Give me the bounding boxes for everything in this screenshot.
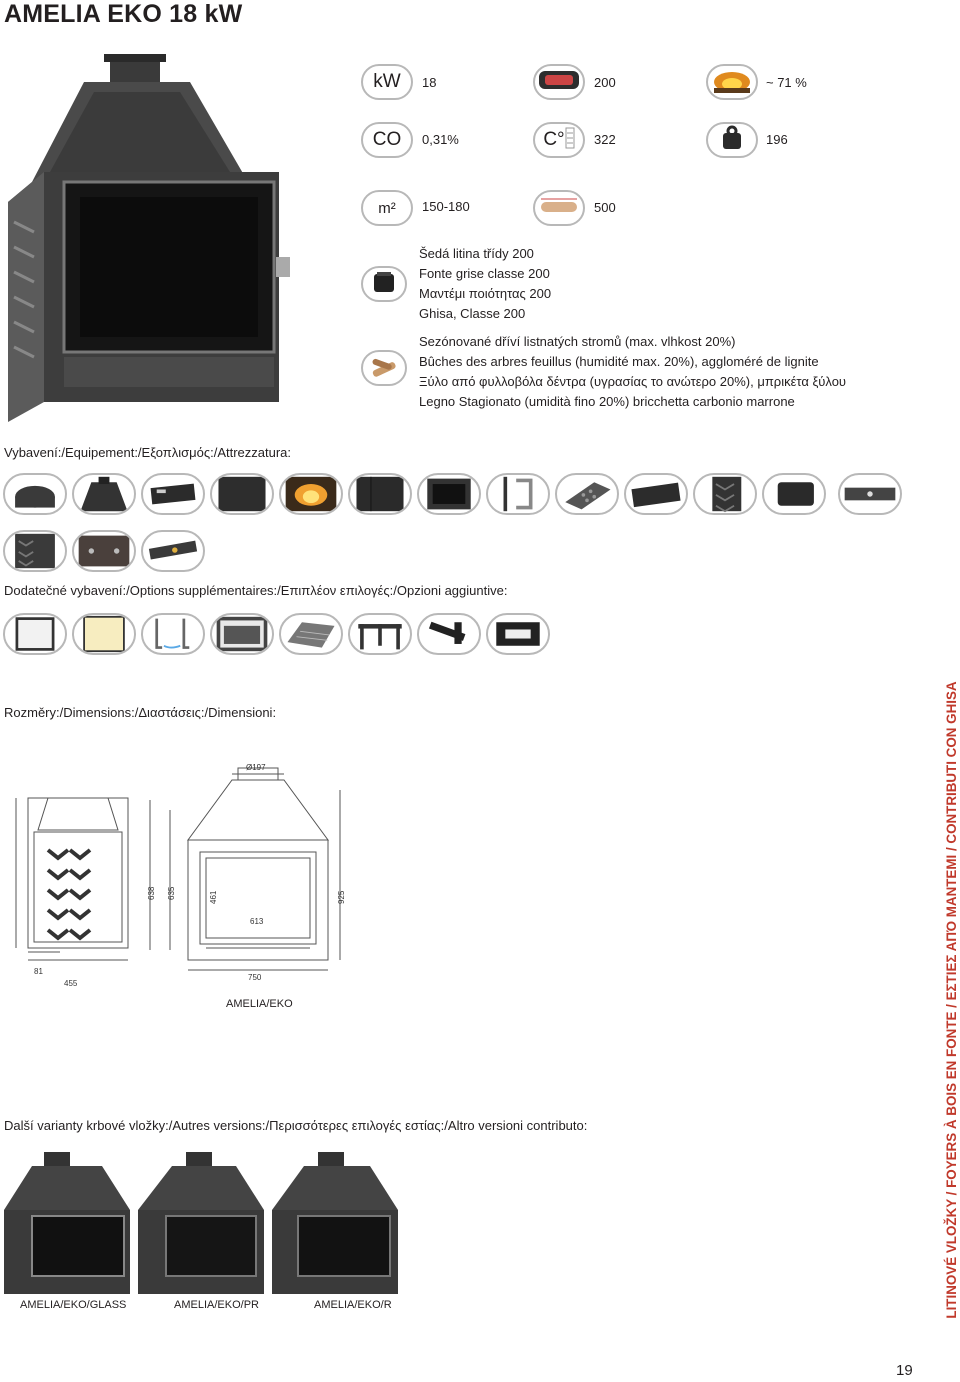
area-label: m²	[378, 199, 396, 217]
co-pill	[361, 122, 413, 158]
dim-height-body: 638	[147, 886, 156, 900]
dimension-caption: AMELIA/EKO	[226, 998, 293, 1010]
decor-frame-icon	[210, 613, 274, 655]
power-value: 18	[422, 75, 437, 90]
power-label: kW	[373, 71, 401, 92]
handle-icon	[486, 473, 550, 515]
variant-label: AMELIA/EKO/PR	[174, 1299, 259, 1311]
temperature-value: 322	[594, 132, 616, 147]
options-heading: Dodatečné vybavení:/Options supplémentaires:/Επιπλέον επιλογές:/Opzioni aggiuntive:	[4, 583, 508, 598]
equipment-heading: Vybavení:/Equipement:/Εξοπλισμός:/Attrezzatura:	[4, 445, 292, 460]
firebox-icon	[417, 473, 481, 515]
chevron-panel-icon	[693, 473, 757, 515]
dim-depth-small: 81	[34, 967, 43, 976]
side-banner	[934, 650, 960, 1350]
liner-icon	[348, 473, 412, 515]
fuel-text	[419, 332, 846, 412]
fire-window-icon	[279, 473, 343, 515]
variant-label: AMELIA/EKO/R	[314, 1299, 392, 1311]
efficiency-value: ~ 71 %	[766, 75, 807, 90]
fuel-line: Sezónované dříví listnatých stromů (max. vlhkost 20%)	[419, 334, 736, 349]
variant-label: AMELIA/EKO/GLASS	[20, 1299, 127, 1311]
door-profile-icon	[141, 613, 205, 655]
log-length-value: 500	[594, 200, 616, 215]
dim-width-glass: 613	[250, 917, 264, 926]
efficiency-pill	[706, 64, 758, 100]
weight-pill	[706, 122, 758, 158]
regulator-icon	[141, 530, 205, 572]
co-label: CO	[372, 129, 402, 150]
side-panel-icon	[3, 530, 67, 572]
firebrick-icon	[762, 473, 826, 515]
knob-panel-icon	[72, 530, 136, 572]
fuel-line: Ξύλο από φυλλοβόλα δέντρα (υγρασίας το ανώτερο 20%), μπρικέτα ξύλου	[419, 374, 847, 389]
flue-pill	[533, 64, 585, 100]
temperature-pill	[533, 122, 585, 158]
material-line: Šedá litina třídy 200	[419, 246, 534, 261]
plate-icon	[486, 613, 550, 655]
variant-image-pr	[136, 1150, 266, 1295]
variants-heading: Další varianty krbové vložky:/Autres versions:/Περισσότερες επιλογές εστίας:/Altro versioni contributo:	[4, 1118, 588, 1133]
fuel-pill	[361, 350, 407, 386]
frame-icon	[3, 613, 67, 655]
air-control-icon	[838, 473, 902, 515]
weight-icon	[717, 125, 747, 156]
page-title: AMELIA EKO 18 kW	[4, 0, 243, 28]
variant-image-glass	[2, 1150, 132, 1295]
log-length-pill	[533, 190, 585, 226]
dimensions-heading: Rozměry:/Dimensions:/Διαστάσεις:/Dimensioni:	[4, 705, 277, 720]
area-value: 150-180	[422, 199, 470, 214]
material-text	[419, 244, 551, 324]
cast-iron-pill	[361, 266, 407, 302]
dim-height-inner: 635	[167, 886, 176, 900]
heat-glass-icon	[72, 613, 136, 655]
wood-icon	[369, 354, 399, 383]
flue-value: 200	[594, 75, 616, 90]
area-pill	[361, 190, 413, 226]
flame-icon	[710, 66, 754, 99]
side-banner-text: LITINOVÉ VLOŽKY / FOYERS À BOIS EN FONTE / ΕΣΤΙΕΣ ΑΠΌ ΜΑΝΤΕΜΙ / CONTRIBUTI CON GHISA	[944, 681, 959, 1319]
dim-depth: 455	[64, 979, 78, 988]
dim-height-glass: 461	[209, 890, 218, 904]
variant-image-r	[270, 1150, 400, 1295]
stand-icon	[348, 613, 412, 655]
thermometer-icon	[565, 127, 575, 154]
material-line: Ghisa, Classe 200	[419, 306, 526, 321]
cast-iron-icon	[371, 270, 397, 299]
flue-icon	[537, 67, 581, 98]
product-image	[4, 52, 344, 422]
co-value: 0,31%	[422, 132, 459, 147]
weight-value: 196	[766, 132, 788, 147]
log-icon	[537, 196, 581, 221]
glass-door-icon	[210, 473, 274, 515]
top-hood-icon	[72, 473, 136, 515]
fuel-line: Legno Stagionato (umidità fino 20%) bricchetta carbonio marrone	[419, 394, 795, 409]
throttle-plate-icon	[141, 473, 205, 515]
ash-pan-icon	[624, 473, 688, 515]
temperature-label: C°	[543, 129, 565, 150]
grate-icon	[555, 473, 619, 515]
material-line: Fonte grise classe 200	[419, 266, 550, 281]
dim-flue: Ø197	[246, 763, 266, 772]
power-pill	[361, 64, 413, 100]
tool-icon	[417, 613, 481, 655]
grille-icon	[279, 613, 343, 655]
page-number: 19	[896, 1362, 913, 1379]
deflector-icon	[3, 473, 67, 515]
dim-width-total: 750	[248, 973, 262, 982]
dim-height-total: 925	[337, 890, 346, 904]
material-line: Μαντέμι ποιότητας 200	[419, 286, 552, 301]
dimension-drawing	[10, 760, 350, 990]
fuel-line: Bûches des arbres feuillus (humidité max. 20%), aggloméré de lignite	[419, 354, 819, 369]
